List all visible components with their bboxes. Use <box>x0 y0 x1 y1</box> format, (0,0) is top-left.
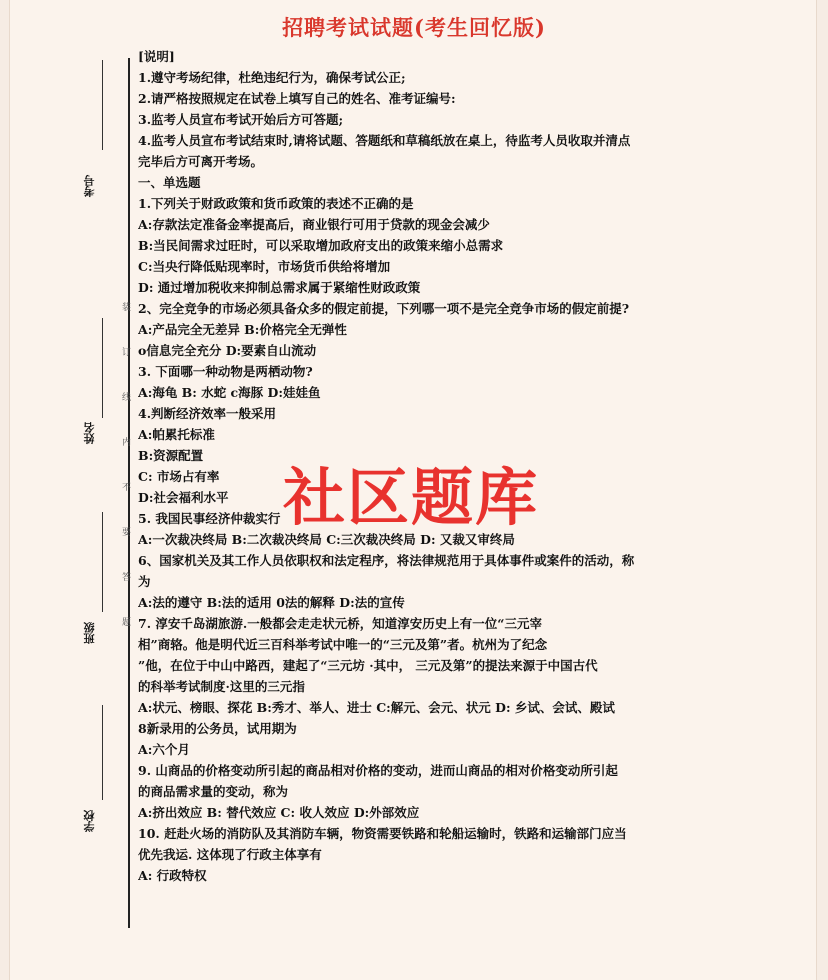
question-line: 2、完全竞争的市场必须具备众多的假定前提，下列哪一项不是完全竞争市场的假定前提? <box>138 301 630 316</box>
option-line: A:法的遵守 B:法的适用 0法的解释 D:法的宣传 <box>138 595 405 610</box>
section-heading: 一、单选题 <box>138 175 201 190</box>
option-line: A:挤出效应 B: 替代效应 C: 收人效应 D:外部效应 <box>138 805 420 820</box>
option-line: A:产品完全无差异 B:价格完全无弹性 <box>138 322 347 337</box>
question-line: 10. 赶赴火场的消防队及其消防车辆，物资需要铁路和轮船运输时，铁路和运输部门应当 <box>138 826 627 841</box>
option-line: B:当民间需求过旺时，可以采取增加政府支出的政策来缩小总需求 <box>138 238 504 253</box>
option-line: C:当央行降低贴现率时，市场货币供给将增加 <box>138 259 391 274</box>
watermark: 社区题库 <box>283 461 540 534</box>
question-line: 6、国家机关及其工作人员依职权和法定程序，将法律规范用于具体事件或案件的活动，称 <box>138 553 635 568</box>
seal-char: 不 <box>122 483 132 493</box>
option-line: D: 通过增加税收来抑制总需求属于紧缩性财政政策 <box>138 280 421 295</box>
class-blank-line <box>102 512 103 612</box>
instruction-line: 2.请严格按照规定在试卷上填写自己的姓名、准考证编号: <box>138 91 456 106</box>
instruction-line: 4.监考人员宣布考试结束时,请将试题、答题纸和草稿纸放在桌上，待监考人员收取并清点 <box>138 133 631 148</box>
option-line: A:状元、榜眼、探花 B:秀才、举人、进士 C:解元、会元、状元 D: 乡试、会试、殿试 <box>138 700 615 715</box>
binding-margin-line <box>128 58 130 928</box>
seal-char: 订 <box>122 348 132 358</box>
option-line: B:资源配置 <box>138 448 204 463</box>
option-line: o信息完全充分 D:要素自山流动 <box>138 343 317 358</box>
instruction-line: 完毕后方可离开考场。 <box>138 154 264 169</box>
question-line: 优先我运. 这体现了行政主体享有 <box>138 847 322 862</box>
seal-char: 装 <box>122 303 132 313</box>
name-blank-line <box>102 318 103 418</box>
question-line: 5. 我国民事经济仲裁实行 <box>138 511 281 526</box>
question-line: 9. 山商品的价格变动所引起的商品相对价格的变动，进而山商品的相对价格变动所引起 <box>138 763 618 778</box>
instructions-heading: [说明] <box>138 49 175 64</box>
option-line: D:社会福利水平 <box>138 490 229 505</box>
question-line: 的商品需求量的变动，称为 <box>138 784 289 799</box>
question-line: 为 <box>138 574 151 589</box>
school-label: 学校 <box>83 810 96 832</box>
option-line: A:海龟 B: 水蛇 c海豚 D:娃娃鱼 <box>138 385 321 400</box>
seal-char: 答 <box>122 573 132 583</box>
option-line: C: 市场占有率 <box>138 469 220 484</box>
seal-char: 要 <box>122 528 132 538</box>
seal-char: 题 <box>122 618 132 628</box>
question-line: 8新录用的公务员，试用期为 <box>138 721 297 736</box>
class-label: 班级 <box>83 622 96 644</box>
question-line: 1.下列关于财政政策和货币政策的表述不正确的是 <box>138 196 414 211</box>
option-line: A: 行政特权 <box>138 868 207 883</box>
exam-number-blank-line <box>102 60 103 150</box>
seal-char: 线 <box>122 393 132 403</box>
question-line: 的科举考试制度·这里的三元指 <box>138 679 305 694</box>
option-line: A:存款法定准备金率提高后，商业银行可用于贷款的现金会减少 <box>138 217 490 232</box>
question-line: 7. 淳安千岛湖旅游.一般都会走走状元桥，知道淳安历史上有一位“三元宰 <box>138 616 542 631</box>
name-label: 姓名 <box>83 422 96 444</box>
question-line: 4.判断经济效率一般采用 <box>138 406 277 421</box>
question-line: 相”商辂。他是明代近三百科举考试中唯一的“三元及第”者。杭州为了纪念 <box>138 637 548 652</box>
option-line: A:一次裁决终局 B:二次裁决终局 C:三次裁决终局 D: 又裁又审终局 <box>138 532 515 547</box>
option-line: A:帕累托标准 <box>138 427 215 442</box>
option-line: A:六个月 <box>138 742 190 757</box>
seal-char: 内 <box>122 438 132 448</box>
question-line: 3. 下面哪一种动物是两栖动物? <box>138 364 313 379</box>
instruction-line: 1.遵守考场纪律，杜绝违纪行为，确保考试公正; <box>138 70 406 85</box>
instruction-line: 3.监考人员宣布考试开始后方可答题; <box>138 112 344 127</box>
question-line: ”他，在位于中山中路西，建起了“三元坊 ·其中， 三元及第”的提法来源于中国古代 <box>138 658 598 673</box>
page-title: 招聘考试试题(考生回忆版) <box>282 15 546 40</box>
exam-number-label: 考号 <box>83 175 96 197</box>
school-blank-line <box>102 705 103 800</box>
